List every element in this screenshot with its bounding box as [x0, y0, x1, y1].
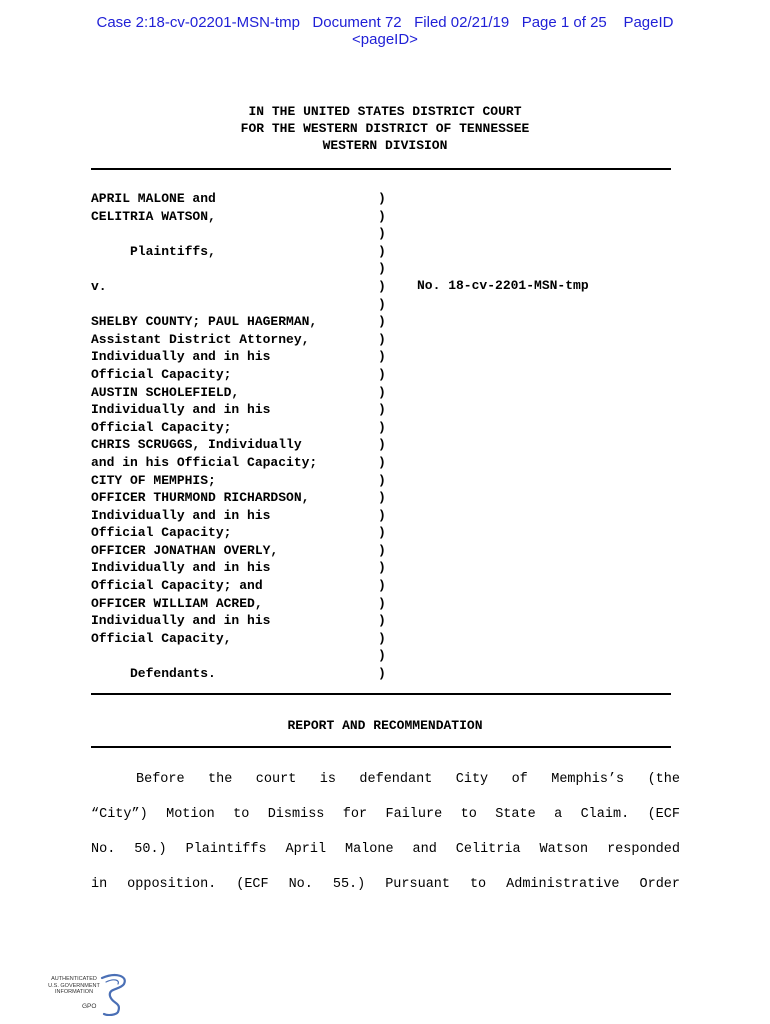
caption-parties: APRIL MALONE and CELITRIA WATSON, Plaintiffs, v. SHELBY COUNTY; PAUL HAGERMAN, Assistant District Attorney, Individually and in his Official Capacity; AUSTIN SCHOLEFIELD, Individually and in his Official Capacity; CHRIS SCRUGGS, Individually and in his Official Capacity; CITY OF MEMPHIS; OFFICER THURMOND RICHARDSON, Individually and in his Official Capacity; OFFICER JONATHAN OVERLY, Individually and in his Official Capacity; and OFFICER WILLIAM ACRED, Individually and in his Official Capacity, Defendants. — [91, 191, 318, 682]
gpo-label: GPO — [82, 1003, 97, 1010]
caption-parentheses: ) ) ) ) ) ) ) ) ) ) ) ) ) ) ) ) ) ) ) ) ) ) ) ) ) ) ) ) — [378, 191, 386, 682]
horizontal-rule — [91, 168, 671, 170]
body-text-line: No. 50.) Plaintiffs April Malone and Celitria Watson responded — [91, 842, 680, 857]
document-title: REPORT AND RECOMMENDATION — [287, 718, 483, 733]
body-text-line: “City”) Motion to Dismiss for Failure to State a Claim. (ECF — [91, 807, 680, 822]
body-text-line: in opposition. (ECF No. 55.) Pursuant to Administrative Order — [91, 877, 680, 892]
horizontal-rule — [91, 746, 671, 748]
court-division: WESTERN DIVISION — [322, 138, 448, 153]
court-district: FOR THE WESTERN DISTRICT OF TENNESSEE — [240, 121, 530, 136]
eagle-swoosh-icon — [98, 972, 130, 1016]
case-header-line: Case 2:18-cv-02201-MSN-tmp Document 72 Filed 02/21/19 Page 1 of 25 PageID — [96, 14, 674, 31]
case-number: No. 18-cv-2201-MSN-tmp — [417, 278, 589, 293]
body-text-line: Before the court is defendant City of Memphis’s (the — [136, 772, 680, 787]
gpo-authentication-seal — [42, 972, 132, 1016]
horizontal-rule — [91, 693, 671, 695]
page-id-line: <pageID> — [352, 31, 418, 48]
seal-text: AUTHENTICATED U.S. GOVERNMENT INFORMATION — [48, 976, 100, 995]
court-name: IN THE UNITED STATES DISTRICT COURT — [248, 104, 522, 119]
